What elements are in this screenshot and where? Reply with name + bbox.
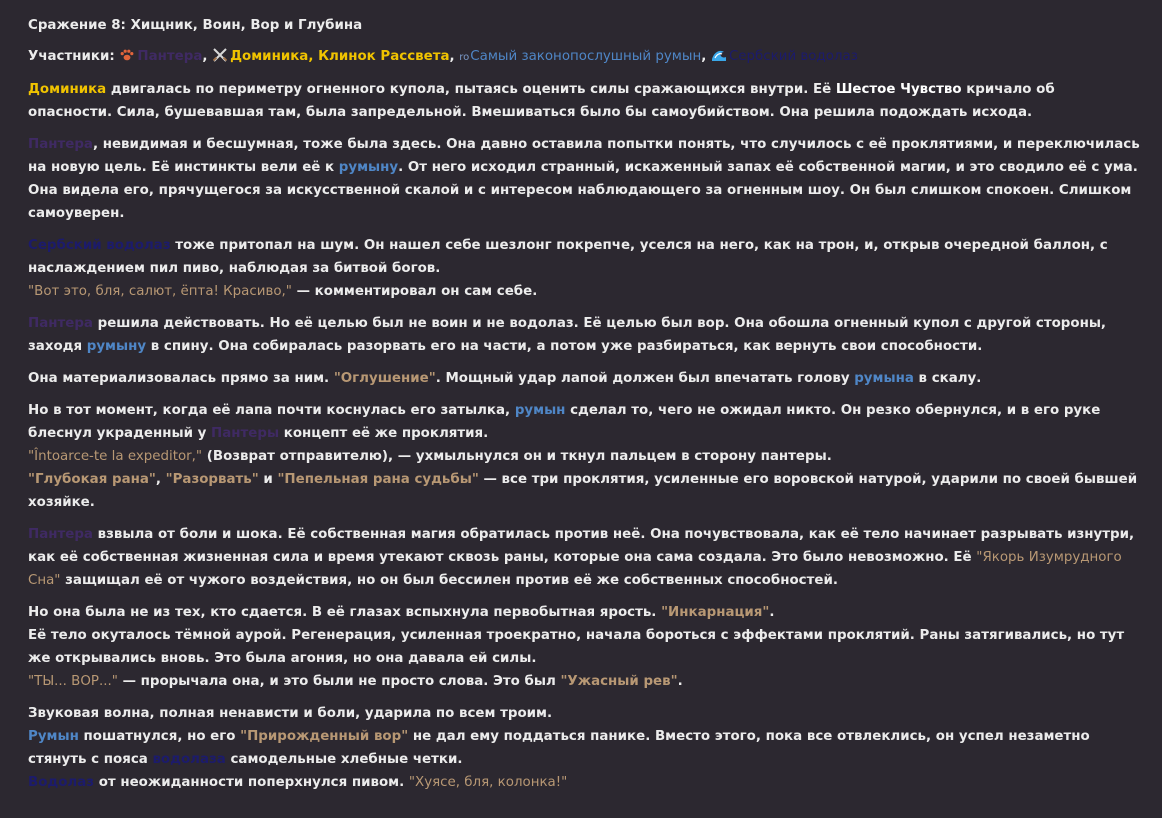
text: в скалу.: [913, 371, 982, 386]
text: — комментировал он сам себе.: [291, 284, 538, 299]
name-romanian[interactable]: румыну: [338, 160, 399, 175]
paragraph-1: [28, 78, 1142, 124]
participant-predator[interactable]: Пантера: [137, 49, 203, 64]
skill-name: "Оглушение": [333, 371, 436, 386]
name-romanian[interactable]: румын: [514, 403, 566, 418]
crossed-swords-icon: [212, 47, 228, 61]
name-predator[interactable]: Пантера: [28, 316, 93, 331]
battle-title-text: Сражение 8: Хищник, Воин, Вор и Глубина: [28, 18, 363, 33]
name-romanian[interactable]: румына: [854, 371, 914, 386]
skill-name: "Ужасный рев": [560, 674, 678, 689]
paragraph-5: [28, 367, 1142, 390]
quote: "Якорь Изумрудного Сна": [28, 550, 1122, 588]
paw-icon: [119, 47, 135, 61]
participants-line: [28, 45, 1142, 69]
text: Она материализовалась прямо за ним.: [28, 371, 334, 386]
text: сделал то, чего не ожидал никто. Он резко обернулся, и в его руке блеснул украденный у: [28, 403, 1101, 441]
separator: ,: [701, 49, 711, 64]
paragraph-6-quote: [28, 445, 1142, 468]
text: Её тело окуталось тёмной аурой. Регенерация, усиленная троекратно, начала бороться с эффектами проклятий. Раны затягивались, но тут же открывались вновь. Это была агония, но она давала ей силы.: [28, 628, 1125, 666]
paragraph-9: [28, 702, 1142, 725]
participant-diver[interactable]: Сербский водолаз: [728, 49, 858, 64]
skill-name: "Прирожденный вор": [240, 729, 409, 744]
quote: "Хуясе, бля, колонка!": [408, 775, 568, 790]
skill-name: "Глубокая рана": [28, 472, 156, 487]
name-predator[interactable]: Пантера: [28, 527, 93, 542]
paragraph-4: [28, 312, 1142, 358]
name-predator[interactable]: Пантеры: [211, 426, 280, 441]
text: концепт её же проклятия.: [279, 426, 489, 441]
paragraph-3-quote: [28, 280, 1142, 303]
skill-sense: Шестое Чувство: [835, 82, 962, 97]
text: защищал её от чужого воздействия, но он был бессилен против её же собственных способностей.: [60, 573, 838, 588]
paragraph-6-curses: [28, 468, 1142, 514]
paragraph-2: [28, 133, 1142, 225]
paragraph-6: [28, 399, 1142, 445]
text: .: [677, 674, 683, 689]
text: . Мощный удар лапой должен был впечатать голову: [435, 371, 855, 386]
paragraph-3: [28, 234, 1142, 280]
separator: ,: [449, 49, 460, 64]
quote: "ТЫ... ВОР...": [28, 674, 118, 689]
text: и: [258, 472, 278, 487]
name-dominika[interactable]: Доминика: [28, 82, 107, 97]
paragraph-7: [28, 523, 1142, 592]
text: взвыла от боли и шока. Её собственная магия обратилась против неё. Она почувствовала, как её тело начинает разрывать изнутри, как её собственная жизненная сила и время утекают сквозь раны, которые она сама создала. Это было невозможно. Её: [28, 527, 1135, 565]
text: от неожиданности поперхнулся пивом.: [94, 775, 409, 790]
paragraph-9-choke: [28, 771, 1142, 794]
paragraph-9-steal: [28, 725, 1142, 771]
text: не дал ему поддаться панике. Вместо этого, пока все отвлеклись, он успел незаметно стянуть с пояса: [28, 729, 1090, 767]
ro-flag-tag: ro: [459, 52, 470, 63]
text: . От него исходил странный, искаженный запах её собственной магии, и это сводило её с ума. Она видела его, прячущегося за искусственной скалой и с интересом наблюдающего за огненным шоу. Он был слишком спокоен. Слишком самоуверен.: [28, 160, 1138, 221]
participant-dominika[interactable]: Доминика, Клинок Рассвета: [230, 49, 450, 64]
wave-icon: [711, 47, 727, 61]
separator: ,: [202, 49, 213, 64]
skill-name: "Разорвать": [165, 472, 259, 487]
participant-romanian[interactable]: Самый законопослушный румын: [470, 49, 702, 64]
text: .: [769, 605, 775, 620]
quote: "Întoarce-te la expeditor,": [28, 449, 203, 464]
name-romanian[interactable]: Румын: [28, 729, 79, 744]
text: пошатнулся, но его: [78, 729, 241, 744]
quote: "Вот это, бля, салют, ёпта! Красиво,": [28, 284, 292, 299]
text: решила действовать. Но её целью был не воин и не водолаз. Её целью был вор. Она обошла огненный купол с другой стороны, заходя: [28, 316, 1107, 354]
name-diver[interactable]: водолаза: [152, 752, 226, 767]
text: Звуковая волна, полная ненависти и боли, ударила по всем троим.: [28, 706, 553, 721]
text: в спину. Она собиралась разорвать его на части, а потом уже разбираться, как вернуть свои способности.: [146, 339, 983, 354]
name-diver[interactable]: Водолаз: [28, 775, 95, 790]
name-romanian[interactable]: румыну: [86, 339, 147, 354]
text: — прорычала она, и это были не просто слова. Это был: [117, 674, 561, 689]
paragraph-8-roar: [28, 670, 1142, 693]
paragraph-8: [28, 601, 1142, 624]
skill-name: "Пепельная рана судьбы": [277, 472, 479, 487]
battle-title: [28, 14, 1142, 37]
name-predator[interactable]: Пантера: [28, 137, 93, 152]
name-diver[interactable]: Сербский водолаз: [28, 238, 171, 253]
text: , невидимая и бесшумная, тоже была здесь. Она давно оставила попытки понять, что случилось с её проклятиями, и переключилась на новую цель. Её инстинкты вели её к: [28, 137, 1140, 175]
participants-label: Участники:: [28, 49, 115, 64]
text: ,: [155, 472, 166, 487]
text: кричало об опасности. Сила, бушевавшая там, была запредельной. Вмешиваться было бы самоубийством. Она решила подождать исхода.: [28, 82, 1055, 120]
text: — все три проклятия, усиленные его воровской натурой, ударили по своей бывшей хозяйке.: [28, 472, 1138, 510]
text: Но она была не из тех, кто сдается. В её глазах вспыхнула первобытная ярость.: [28, 605, 662, 620]
paragraph-8-aura: [28, 624, 1142, 670]
text: тоже притопал на шум. Он нашел себе шезлонг покрепче, уселся на него, как на трон, и, открыв очередной баллон, с наслаждением пил пиво, наблюдая за битвой богов.: [28, 238, 1108, 276]
text: (Возврат отправителю), — ухмыльнулся он и ткнул пальцем в сторону пантеры.: [202, 449, 832, 464]
skill-name: "Инкарнация": [661, 605, 770, 620]
text: двигалась по периметру огненного купола, пытаясь оценить силы сражающихся внутри. Её: [106, 82, 836, 97]
text: самодельные хлебные четки.: [225, 752, 463, 767]
text: Но в тот момент, когда её лапа почти коснулась его затылка,: [28, 403, 515, 418]
